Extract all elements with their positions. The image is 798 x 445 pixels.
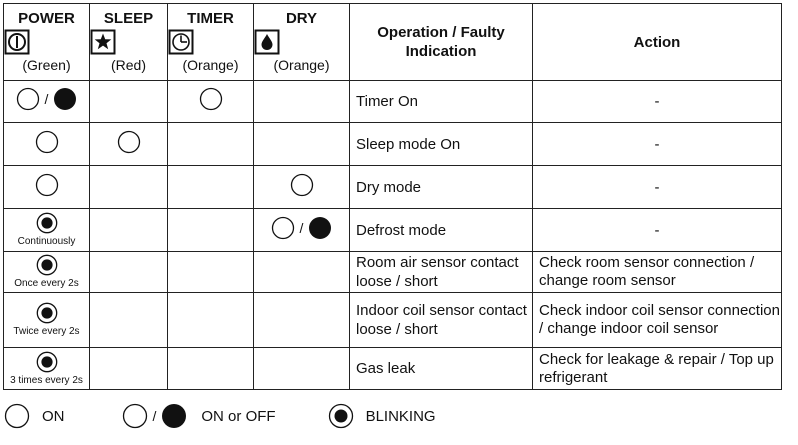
timer-cell [168, 209, 254, 252]
legend-on [4, 403, 65, 429]
blinking-circle-icon [328, 403, 354, 429]
sleep-cell [90, 348, 168, 390]
power-cell [4, 123, 90, 166]
action-cell: - [533, 123, 782, 166]
action-column-header: Action [533, 4, 782, 81]
timer-cell [168, 252, 254, 293]
power-cell [4, 81, 90, 123]
sleep-cell [90, 166, 168, 209]
on-or-off-symbol [271, 216, 333, 240]
blinking-circle-icon [36, 351, 58, 373]
legend [4, 403, 436, 429]
action-cell: - [533, 209, 782, 252]
operation-cell: Gas leak [350, 348, 533, 390]
dry-cell [254, 81, 350, 123]
open-circle-icon [4, 403, 30, 429]
sleep-cell [90, 123, 168, 166]
action-cell: - [533, 166, 782, 209]
operation-cell: Sleep mode On [350, 123, 533, 166]
open-circle-icon [271, 216, 295, 240]
blink-pattern-note: Twice every 2s [13, 326, 80, 337]
dry-led-name: DRY [285, 10, 318, 27]
timer-cell [168, 293, 254, 348]
power-cell [4, 348, 90, 390]
table-row [4, 81, 782, 123]
table-row [4, 348, 782, 390]
table-row [4, 123, 782, 166]
legend-blinking-label: BLINKING [365, 407, 436, 425]
filled-circle-icon [308, 216, 332, 240]
blinking-circle-icon [36, 302, 58, 324]
legend-on-or-off-label: ON or OFF [201, 407, 276, 425]
table-row [4, 209, 782, 252]
open-circle-icon [122, 403, 148, 429]
indication-table [3, 3, 782, 390]
table-header-row [4, 4, 782, 81]
operation-cell: Defrost mode [350, 209, 533, 252]
timer-cell [168, 166, 254, 209]
filled-circle-icon [161, 403, 187, 429]
dry-cell [254, 348, 350, 390]
header-dry [254, 4, 350, 81]
sleep-cell [90, 293, 168, 348]
operation-cell: Timer On [350, 81, 533, 123]
sleep-cell [90, 252, 168, 293]
header-power [4, 4, 90, 81]
sleep-led-name: SLEEP [103, 10, 154, 27]
on-or-off-symbol [16, 87, 78, 111]
header-sleep [90, 4, 168, 81]
legend-blinking [328, 403, 436, 429]
sleep-cell [90, 81, 168, 123]
open-circle-icon [199, 87, 223, 111]
action-cell: Check indoor coil sensor connection / change indoor coil sensor [533, 293, 782, 348]
dry-cell [254, 123, 350, 166]
timer-led-color: (Orange) [182, 57, 239, 73]
table-row [4, 252, 782, 293]
clock-icon [168, 29, 253, 55]
power-cell [4, 252, 90, 293]
power-led-color: (Green) [22, 57, 71, 73]
open-circle-icon [16, 87, 40, 111]
timer-cell [168, 123, 254, 166]
action-cell: - [533, 81, 782, 123]
open-circle-icon [35, 173, 59, 197]
action-cell: Check for leakage & repair / Top up refrigerant [533, 348, 782, 390]
blink-pattern-note: Once every 2s [14, 278, 79, 289]
open-circle-icon [117, 130, 141, 154]
operation-column-header: Operation / Faulty Indication [350, 4, 533, 81]
blinking-circle-icon [36, 212, 58, 234]
operation-cell: Indoor coil sensor contact loose / short [350, 293, 533, 348]
operation-cell: Room air sensor contact loose / short [350, 252, 533, 293]
operation-cell: Dry mode [350, 166, 533, 209]
timer-cell [168, 348, 254, 390]
blinking-circle-icon [36, 254, 58, 276]
table-row [4, 293, 782, 348]
sleep-led-color: (Red) [110, 57, 146, 73]
slash-separator: / [44, 91, 49, 107]
dry-cell [254, 166, 350, 209]
dry-cell [254, 252, 350, 293]
header-timer [168, 4, 254, 81]
power-cell [4, 166, 90, 209]
legend-on-or-off [122, 403, 276, 429]
blink-pattern-note: Continuously [17, 236, 76, 247]
dry-cell [254, 293, 350, 348]
power-led-name: POWER [18, 10, 75, 27]
droplet-icon [254, 29, 349, 55]
filled-circle-icon [53, 87, 77, 111]
slash-separator: / [299, 219, 304, 236]
open-circle-icon [35, 130, 59, 154]
dry-cell [254, 209, 350, 252]
sleep-cell [90, 209, 168, 252]
action-cell: Check room sensor connection / change room sensor [533, 252, 782, 293]
timer-led-name: TIMER [187, 10, 234, 27]
power-cell [4, 293, 90, 348]
slash-separator: / [152, 408, 157, 424]
open-circle-icon [290, 173, 314, 197]
power-cell [4, 209, 90, 252]
blink-pattern-note: 3 times every 2s [10, 374, 83, 386]
power-icon [4, 29, 89, 55]
table-row [4, 166, 782, 209]
dry-led-color: (Orange) [273, 57, 330, 73]
star-icon [90, 29, 167, 55]
legend-on-label: ON [42, 407, 65, 425]
timer-cell [168, 81, 254, 123]
